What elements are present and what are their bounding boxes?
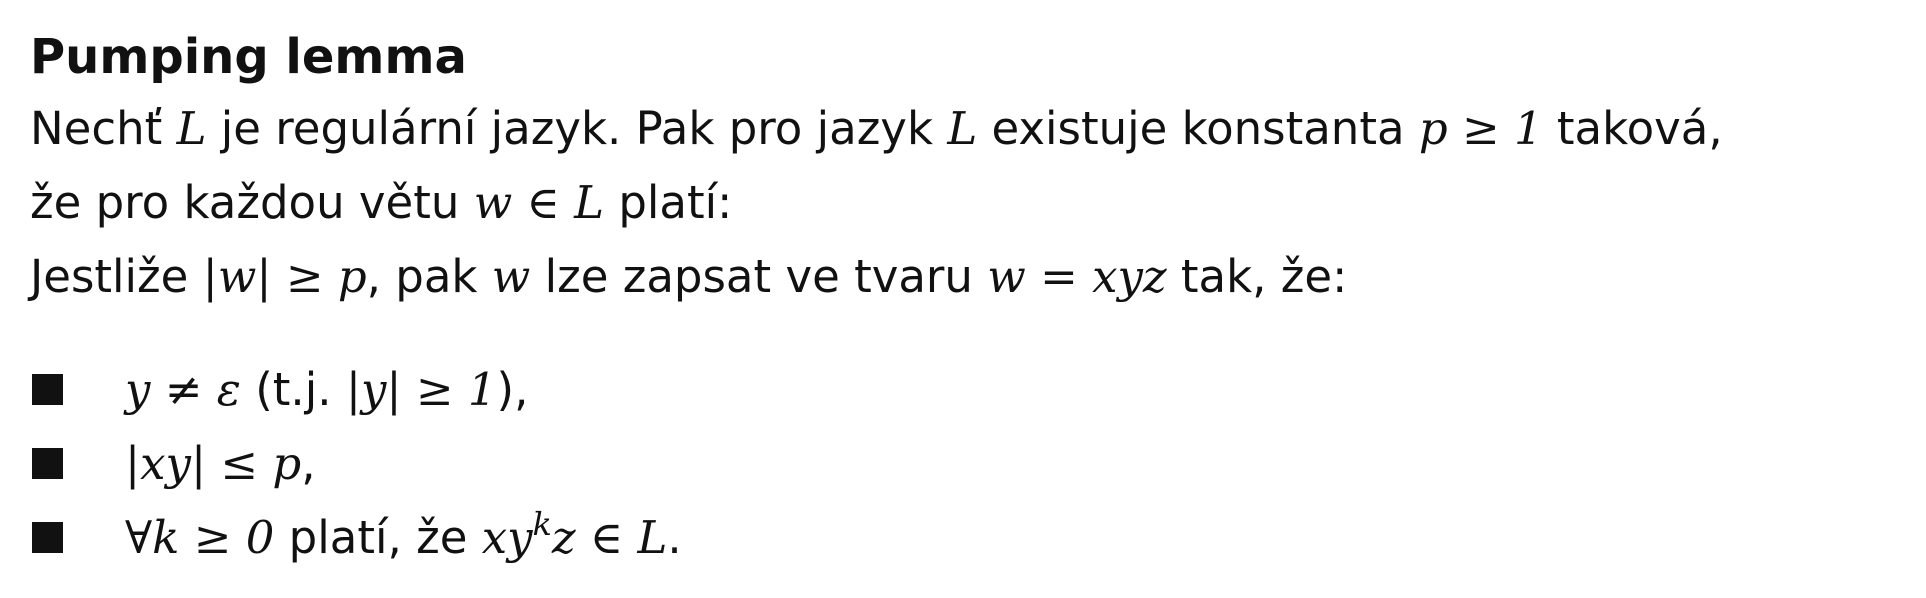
conditions-list (30, 352, 1902, 574)
text: (t.j. (240, 362, 346, 416)
text: , pak (366, 250, 492, 303)
math-superscript: k (532, 504, 552, 543)
text: Nechť (30, 102, 177, 155)
text: . (667, 510, 682, 564)
math-L: L (947, 102, 978, 155)
text: , (301, 436, 316, 490)
text: platí, že (274, 510, 482, 564)
square-bullet-icon (32, 522, 63, 553)
list-item (30, 426, 1902, 500)
statement-line-3 (30, 240, 1902, 314)
text: existuje konstanta (977, 102, 1419, 155)
math-w-in-L: w ∈ L (473, 176, 605, 229)
math-L: L (176, 102, 207, 155)
list-item (30, 500, 1902, 574)
slide (30, 22, 1902, 598)
square-bullet-icon (32, 374, 63, 405)
page-title: Pumping lemma (30, 29, 467, 85)
math-p-constraint: p ≥ 1 (1418, 102, 1543, 155)
math-w: w (491, 250, 531, 303)
text: lze zapsat ve tvaru (530, 250, 988, 303)
square-bullet-icon (32, 448, 63, 479)
math-rest: z ∈ L (551, 510, 668, 564)
statement-line-2 (30, 166, 1902, 240)
math: |xy| ≤ p (125, 436, 302, 490)
text: že pro každou větu (30, 176, 474, 229)
text: ), (496, 362, 529, 416)
text: taková, (1542, 102, 1723, 155)
math-base: xy (481, 510, 533, 564)
statement-line-1 (30, 92, 1902, 166)
text: Jestliže (30, 250, 203, 303)
math-length-condition: |w| ≥ p (202, 250, 367, 303)
math: |y| ≥ 1 (345, 362, 497, 416)
math-decomposition: w = xyz (987, 250, 1167, 303)
text: je regulární jazyk. Pak pro jazyk (206, 102, 948, 155)
math (481, 504, 668, 564)
math: ∀k ≥ 0 (125, 510, 275, 564)
text: platí: (604, 176, 733, 229)
text: tak, že: (1166, 250, 1348, 303)
math: y ≠ ε (125, 362, 241, 416)
list-item (30, 352, 1902, 426)
